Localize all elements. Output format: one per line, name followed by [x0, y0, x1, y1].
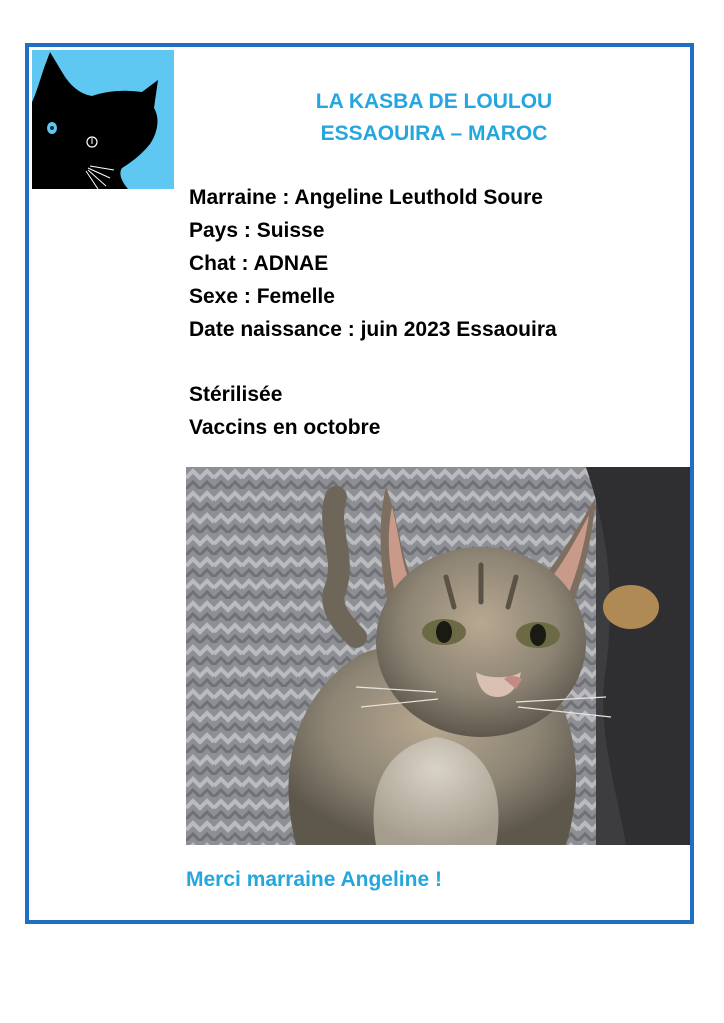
birth-date-line: Date naissance : juin 2023 Essaouira [189, 318, 557, 341]
tabby-cat-photo [186, 467, 690, 845]
country-line: Pays : Suisse [189, 219, 325, 242]
shelter-location: ESSAOUIRA – MAROC [320, 122, 548, 145]
cat-name-line: Chat : ADNAE [189, 252, 329, 275]
godmother-line: Marraine : Angeline Leuthold Soure [189, 186, 543, 209]
black-cat-logo-icon [32, 50, 174, 189]
vaccines-line: Vaccins en octobre [189, 416, 381, 439]
sterilized-line: Stérilisée [189, 383, 283, 406]
shelter-name: LA KASBA DE LOULOU [315, 90, 553, 113]
thank-you-message: Merci marraine Angeline ! [186, 868, 442, 891]
sex-line: Sexe : Femelle [189, 285, 335, 308]
